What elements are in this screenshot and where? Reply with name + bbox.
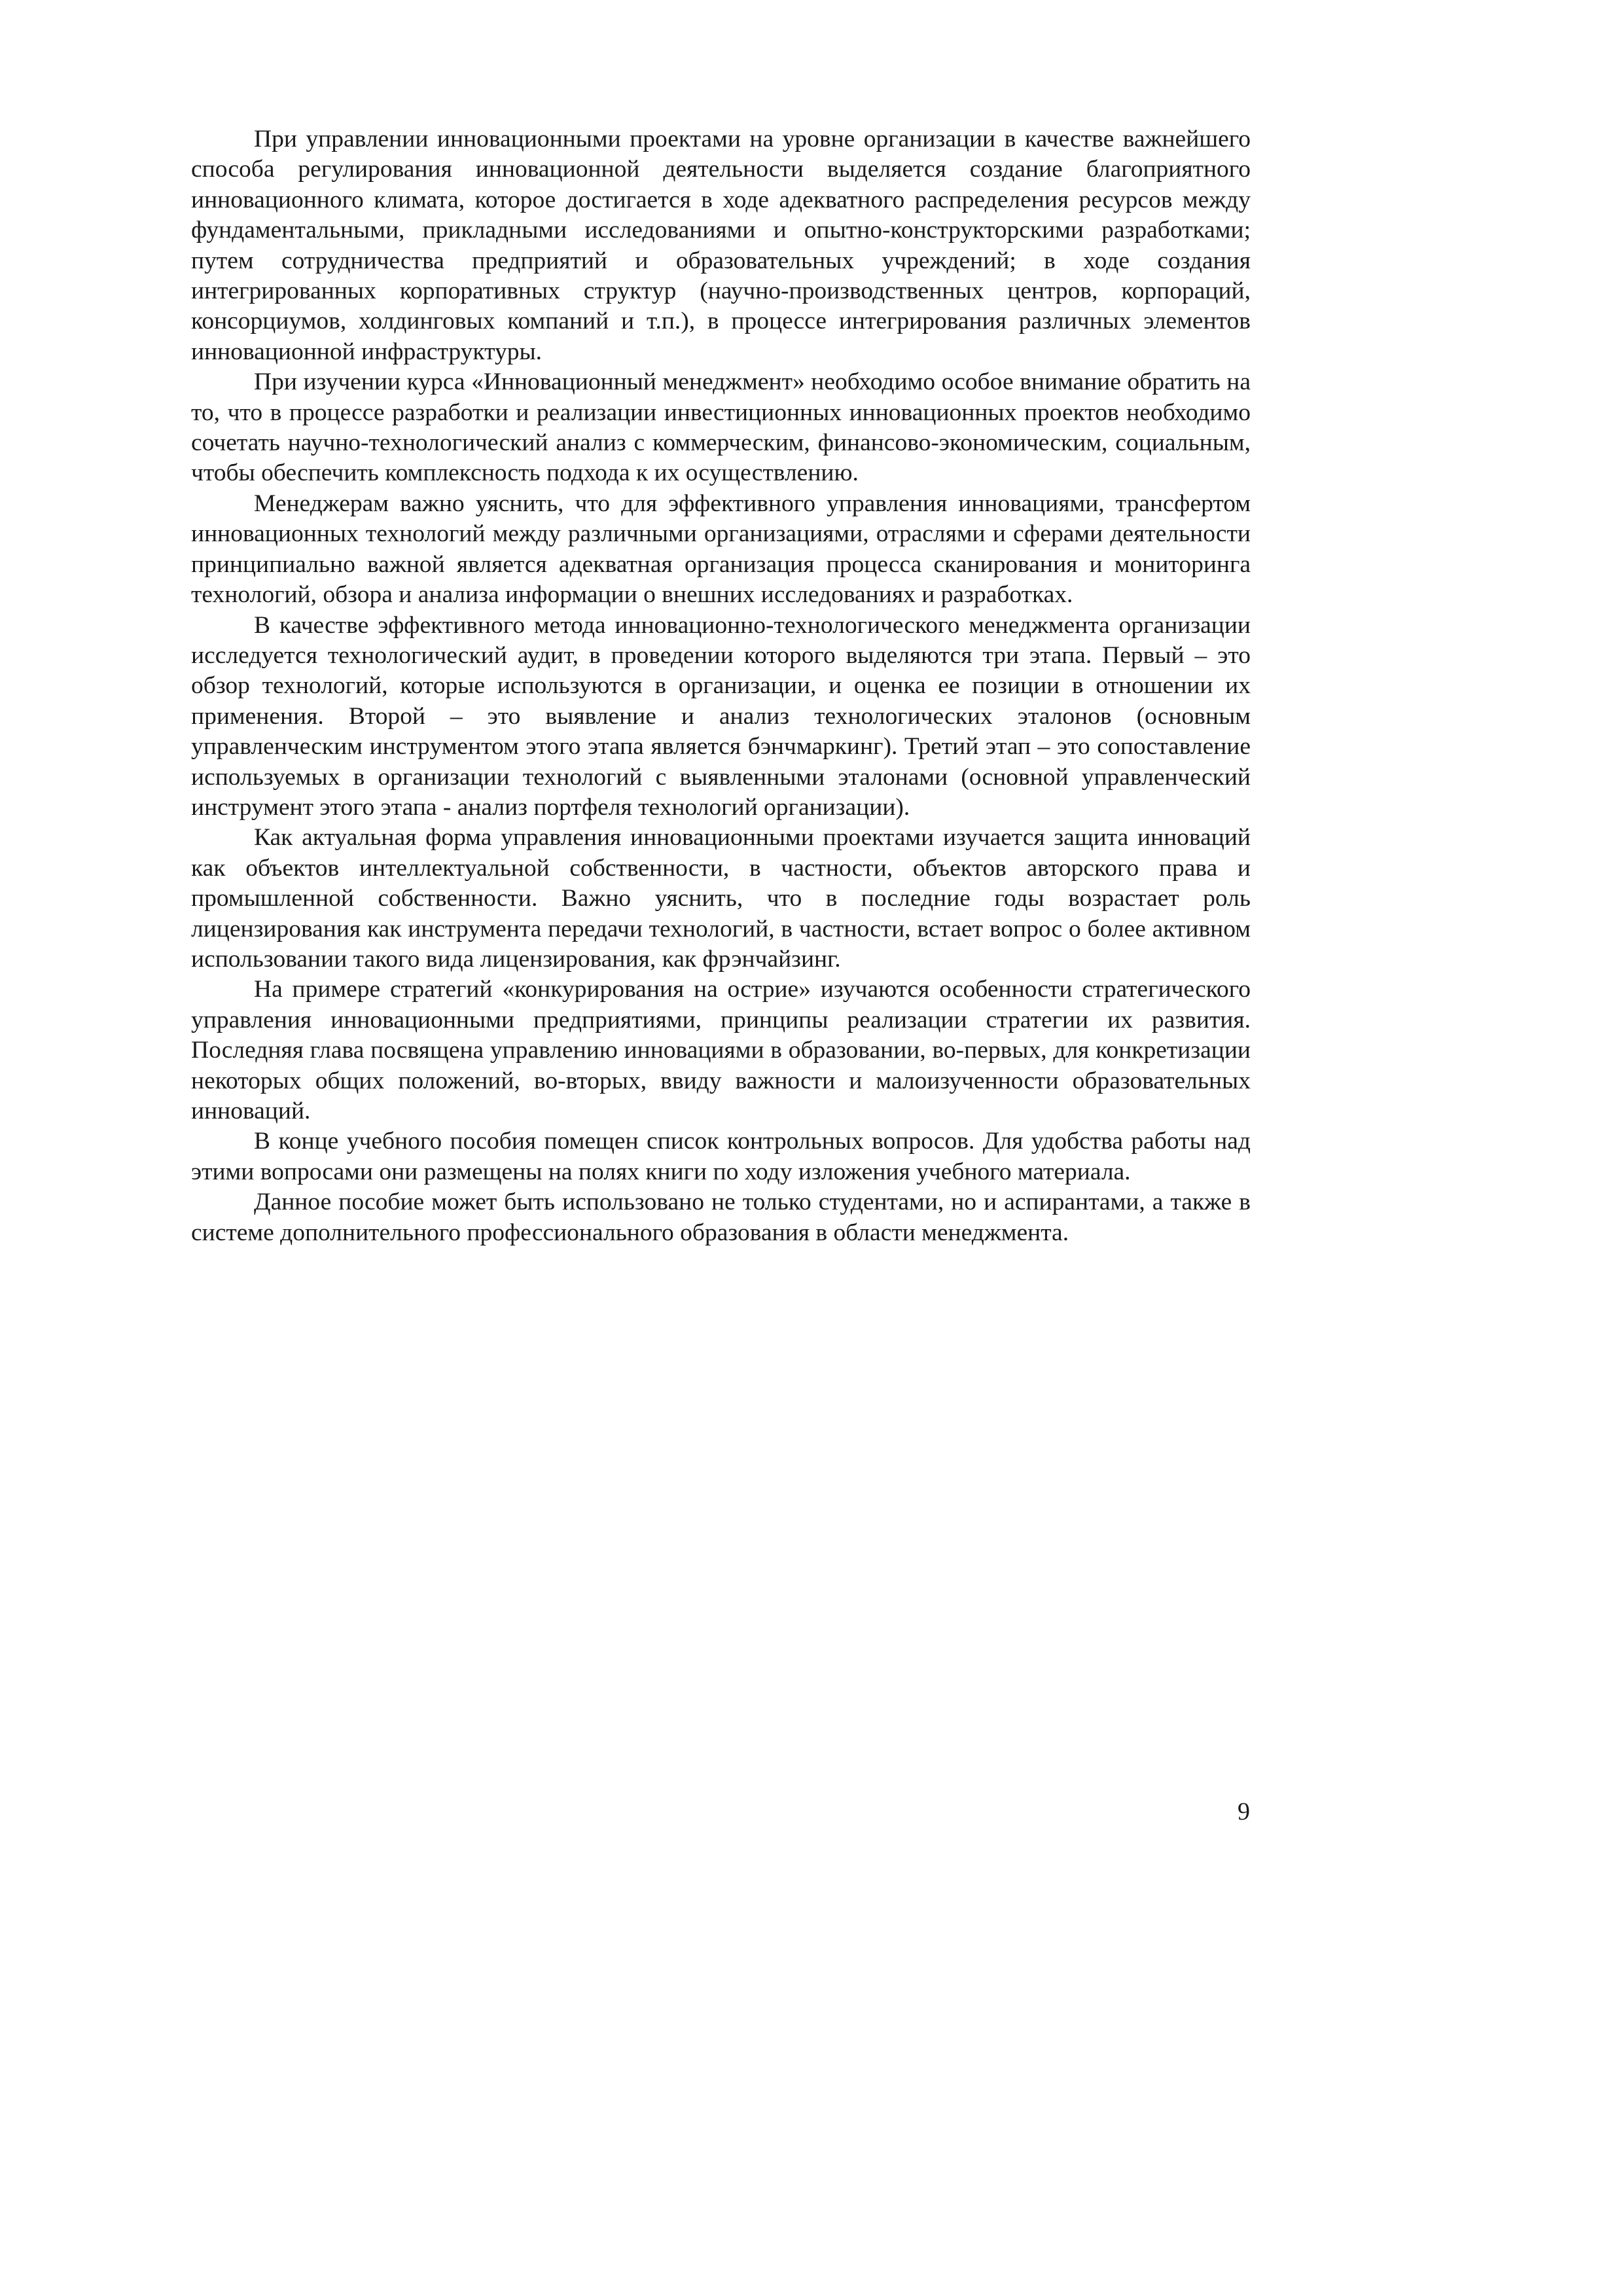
paragraph-6: На примере стратегий «конкурирования на острие» изучаются особенности стратегического управления инновационными предприятиями, принципы реализации стратегии их развития. Последняя глава посвящена управлению инновациями в образовании, во-первых, для конкретизации некоторых общих положений, во-вторых, ввиду важности и малоизученности образовательных инноваций. xyxy=(191,976,1251,1124)
paragraph-5: Как актуальная форма управления инновационными проектами изучается защита инноваций как объектов интеллектуальной собственности, в частности, объектов авторского права и промышленной собственности. Важно уяснить, что в последние годы возрастает роль лицензирования как инструмента передачи технологий, в частности, встает вопрос о более активном использовании такого вида лицензирования, как фрэнчайзинг. xyxy=(191,824,1251,973)
paragraph-2: При изучении курса «Инновационный менеджмент» необходимо особое внимание обратить на то, что в процессе разработки и реализации инвестиционных инновационных проектов необходимо сочетать научно-технологический анализ с коммерческим, финансово-экономическим, социальным, чтобы обеспечить комплексность подхода к их осуществлению. xyxy=(191,368,1251,487)
paragraph-3: Менеджерам важно уяснить, что для эффективного управления инновациями, трансфертом инновационных технологий между различными организациями, отраслями и сферами деятельности принципиально важной является адекватная организация процесса сканирования и мониторинга технологий, обзора и анализа информации о внешних исследованиях и разработках. xyxy=(191,490,1251,609)
paragraph-1: При управлении инновационными проектами на уровне организации в качестве важнейшего способа регулирования инновационной деятельности выделяется создание благоприятного инновационного климата, которое достигается в ходе адекватного распределения ресурсов между фундаментальными, прикладными исследованиями и опытно-конструкторскими разработками; путем сотрудничества предприятий и образовательных учреждений; в ходе создания интегрированных корпоративных структур (научно-производственных центров, корпораций, консорциумов, холдинговых компаний и т.п.), в процессе интегрирования различных элементов инновационной инфраструктуры. xyxy=(191,126,1251,365)
paragraph-7: В конце учебного пособия помещен список контрольных вопросов. Для удобства работы над этими вопросами они размещены на полях книги по ходу изложения учебного материала. xyxy=(191,1128,1251,1185)
paragraph-8: Данное пособие может быть использовано не только студентами, но и аспирантами, а также в системе дополнительного профессионального образования в области менеджмента. xyxy=(191,1189,1251,1246)
paragraph-4: В качестве эффективного метода инновационно-технологического менеджмента организации исследуется технологический аудит, в проведении которого выделяются три этапа. Первый – это обзор технологий, которые используются в организации, и оценка ее позиции в отношении их применения. Второй – это выявление и анализ технологических эталонов (основным управленческим инструментом этого этапа является бэнчмаркинг). Третий этап – это сопоставление используемых в организации технологий с выявленными эталонами (основной управленческий инструмент этого этапа - анализ портфеля технологий организации). xyxy=(191,611,1251,821)
page-number: 9 xyxy=(1238,1798,1250,1825)
body-text xyxy=(191,124,1251,1248)
